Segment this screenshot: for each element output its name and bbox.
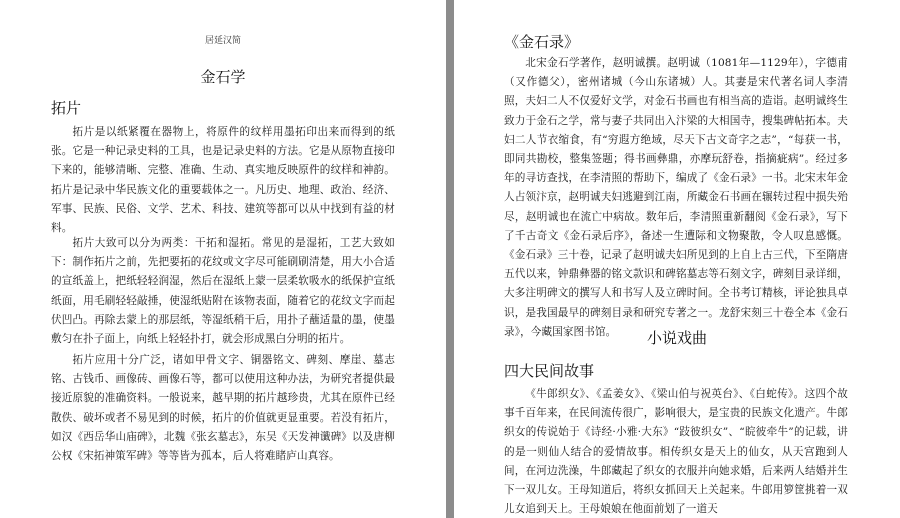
heading-four-folk-tales: 四大民间故事 [504, 362, 595, 380]
right-page [454, 0, 900, 518]
section-title: 小说戏曲 [646, 329, 707, 347]
heading-taopian: 拓片 [51, 99, 82, 117]
page-divider [446, 0, 454, 518]
section-title: 金石学 [200, 68, 246, 86]
left-page [0, 0, 446, 518]
paragraph: 拓片是以纸紧覆在器物上，将原件的纹样用墨拓印出来而得到的纸张。它是一种记录史料的工具，也是记录史料的方法。它是从原物直接印下来的，能够清晰、完整、准确、生动、真实地反映原件的纹样和神韵。拓片是记录中华民族文化的重要载体之一。凡历史、地理、政治、经济、军事、民族、民俗、文学、艺术、科技、建筑等都可以从中找到有益的材料。 [51, 126, 395, 235]
paragraph: 拓片大致可以分为两类：干拓和湿拓。常见的是湿拓，工艺大致如下：制作拓片之前，先把要拓的花纹或文字尽可能刷刷清楚，用大小合适的宣纸盖上，把纸轻轻润湿，然后在湿纸上蒙一层柔软吸水的纸保护宣纸纸面，用毛刷轻轻敲捶，使湿纸贴附在该物表面，随着它的花纹文字而起伏凹凸。再除去蒙上的那层纸，等湿纸稍干后，用扑子蘸适量的墨，使墨敷匀在扑子面上，向纸上轻轻扑打，就会形成黑白分明的拓片。 [51, 237, 395, 346]
heading-jinshilu: 《金石录》 [504, 33, 580, 51]
running-header: 居延汉简 [204, 36, 241, 46]
paragraph: 北宋金石学著作，赵明诚撰。赵明诚（1081年—1129年），字德甫（又作德父），密州诸城（今山东诸城）人。其妻是宋代著名词人李清照，夫妇二人不仅爱好文学，对金石书画也有相当高的造诣。赵明诚终生致力于金石之学，常与妻子共同出入汴梁的大相国寺，搜集碑帖拓本。夫妇二人节衣缩食，有“穷遐方绝域，尽天下古文奇字之志”，“每获一书，即同共勘校，整集签题；得书画彝鼎，亦摩玩舒卷，指摘疵病”。经过多年的寻访查找，在李清照的帮助下，编成了《金石录》一书。北宋末年金人占领汴京，赵明诚夫妇逃避到江南，所藏金石书画在辗转过程中损失殆尽，赵明诚也在流亡中病故。数年后，李清照重新翻阅《金石录》，写下了千古奇文《金石录后序》，备述一生遭际和文物聚散，令人叹息感慨。《金石录》三十卷，记录了赵明诚夫妇所见到的上自上古三代，下至隋唐五代以来，钟鼎彝器的铭文款识和碑铭墓志等石刻文字，碑刻目录详细，大多注明碑文的撰写人和书写人及立碑时间。全书考订精核，评论独具卓识，是我国最早的碑刻目录和研究专著之一。龙舒宋刻三十卷全本《金石录》，今藏国家图书馆。 [504, 57, 848, 338]
paragraph: 《牛郎织女》、《孟姜女》、《梁山伯与祝英台》、《白蛇传》。这四个故事千百年来，在民间流传很广，影响很大，是宝贵的民族文化遗产。牛郎织女的传说始于《诗经·小雅·大东》“跂彼织女”、“睆彼牵牛”的记载，讲的是一则仙人结合的爱情故事。相传织女是天上的仙女，从天宫跑到人间，在河边洗澡，牛郎藏起了织女的衣服并向她求婚，后来两人结婚并生下一双儿女。王母知道后，将织女抓回天上关起来。牛郎用箩筐挑着一双儿女追到天上。王母娘娘在他面前划了一道天 [504, 388, 848, 516]
paragraph: 拓片应用十分广泛，诸如甲骨文字、铜器铭文、碑刻、摩崖、墓志铭、古钱币、画像砖、画像石等，都可以使用这种办法，为研究者提供最接近原貌的准确资料。一般说来，越早期的拓片越珍贵，尤其在原件已经散佚、破坏或者不易见到的时候，拓片的价值就更显重要。若没有拓片，如汉《西岳华山庙碑》，北魏《张玄墓志》，东吴《天发神谶碑》以及唐柳公权《宋拓神策军碑》等等皆为孤本，后人将难睹庐山真容。 [51, 354, 395, 463]
